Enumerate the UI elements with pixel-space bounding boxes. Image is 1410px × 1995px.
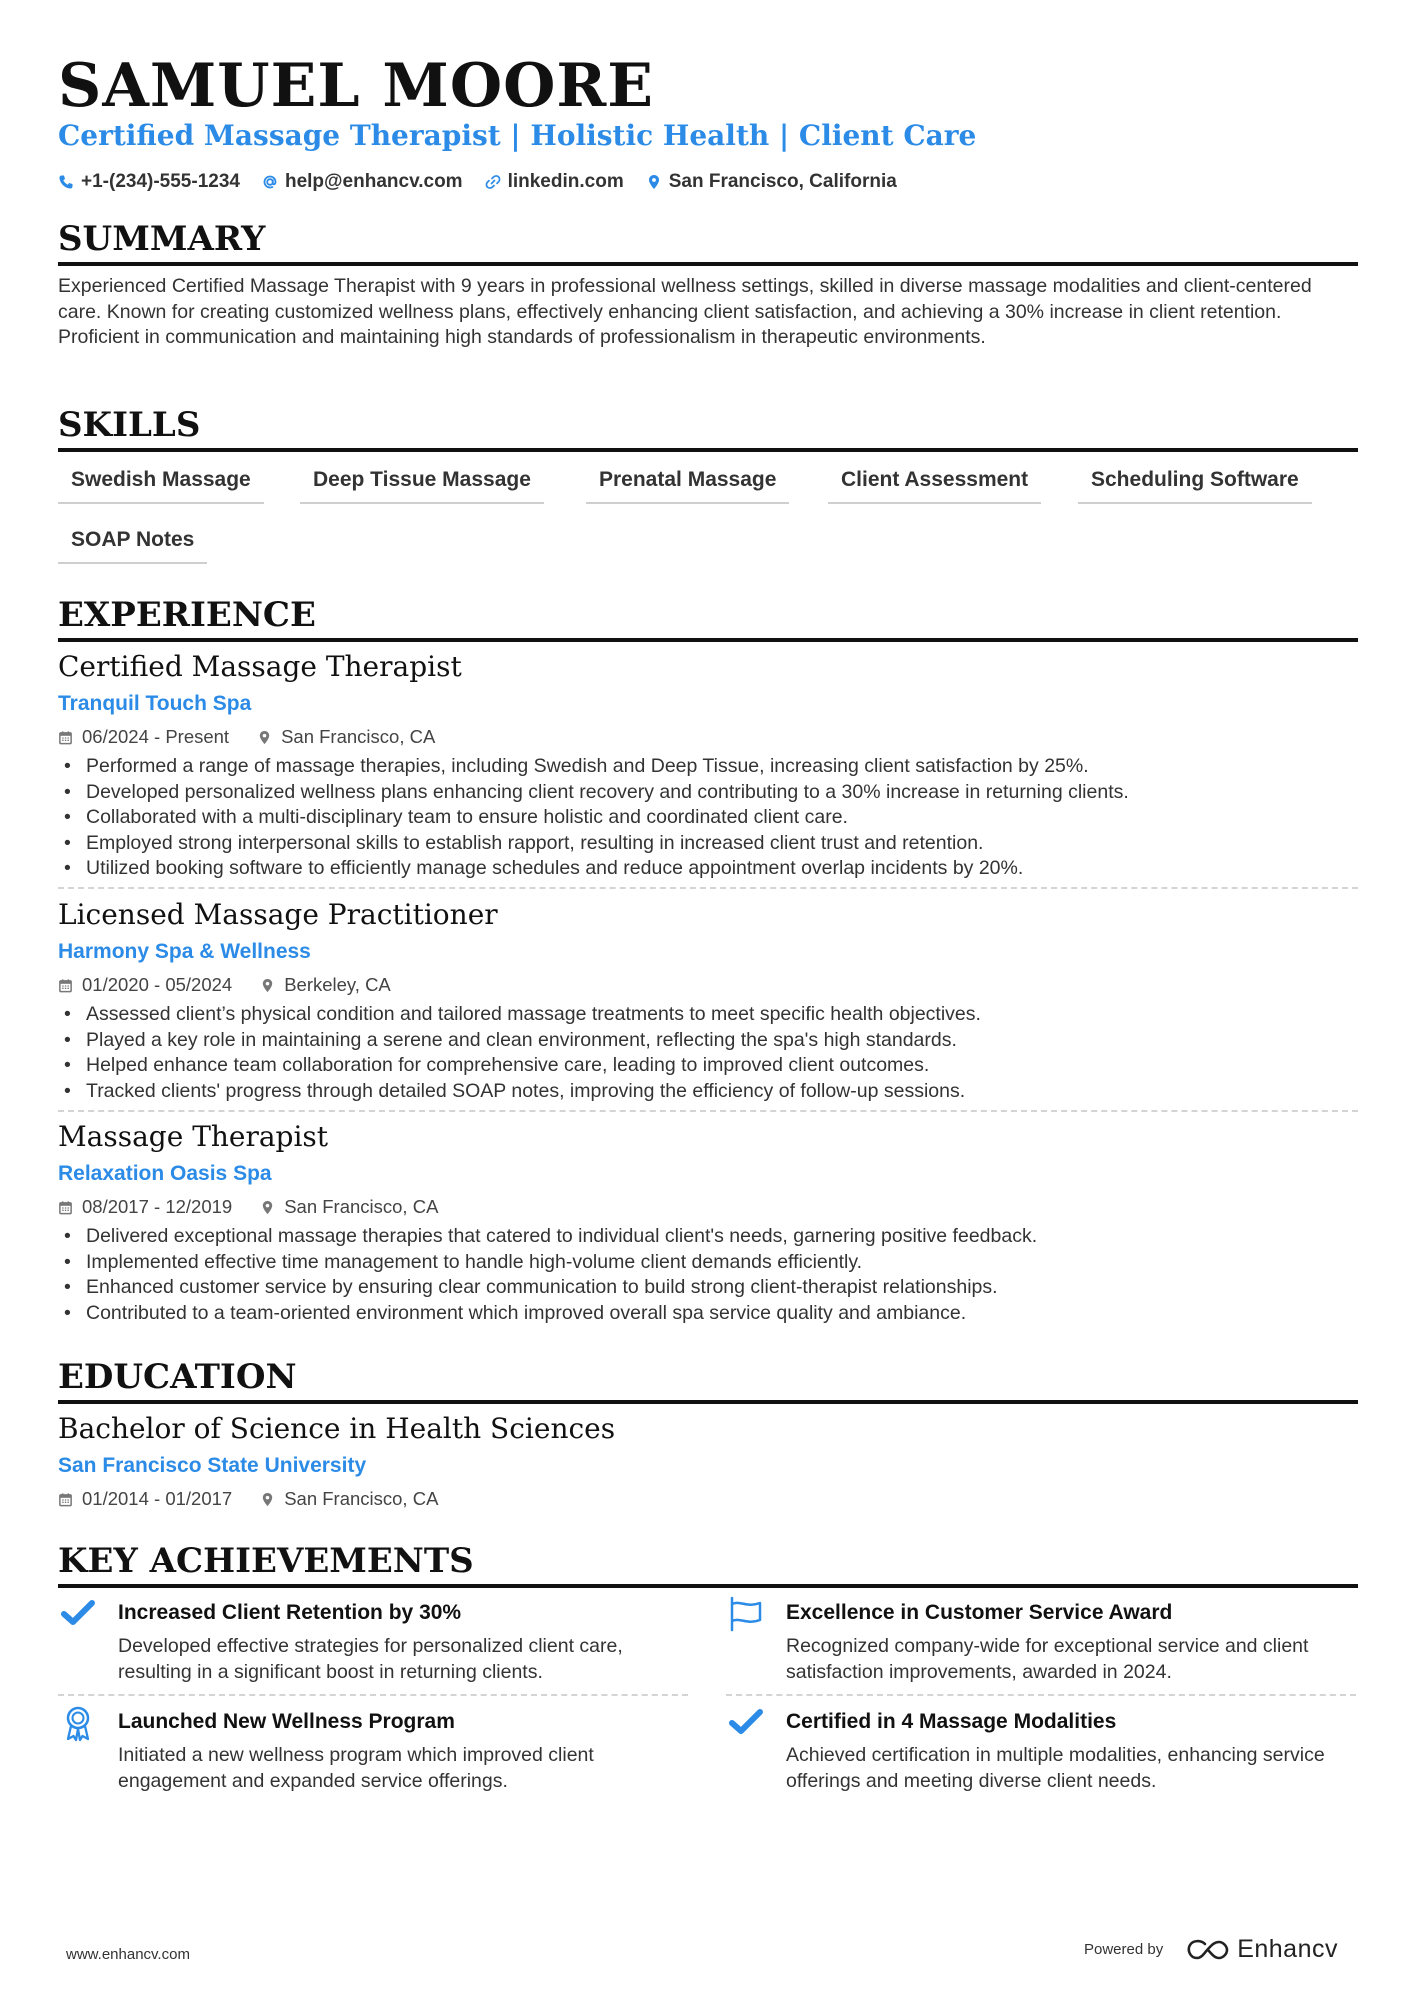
achievement-desc: Recognized company-wide for exceptional service and client satisfaction improvements, awarded in 2024. — [786, 1635, 1309, 1683]
summary-section-title: SUMMARY — [58, 218, 1358, 266]
job-location-text: San Francisco, CA — [281, 726, 436, 747]
job-dates-text: 06/2024 - Present — [82, 726, 230, 747]
at-icon — [262, 174, 278, 190]
achievement-title: Certified in 4 Massage Modalities — [786, 1710, 1117, 1733]
enhancv-logo-icon — [1185, 1938, 1231, 1962]
education-section-title: EDUCATION — [58, 1356, 1358, 1404]
location-pin-icon — [260, 1492, 275, 1507]
contact-bar — [58, 170, 897, 194]
job-divider — [58, 1110, 1358, 1112]
job-meta — [58, 973, 391, 997]
checkmark-icon — [58, 1594, 98, 1634]
achievement-title: Increased Client Retention by 30% — [118, 1601, 462, 1624]
education-dates — [58, 1487, 232, 1511]
skill-tag: SOAP Notes — [58, 526, 207, 564]
contact-phone[interactable] — [58, 170, 240, 194]
location-pin-icon — [260, 978, 275, 993]
job-bullet: • Helped enhance team collaboration for comprehensive care, leading to improved client outcomes. — [58, 1053, 1358, 1079]
skill-tag: Prenatal Massage — [586, 466, 789, 504]
job-meta — [58, 725, 435, 749]
job-title: Certified Massage Therapist — [58, 650, 462, 683]
contact-email-text: help@enhancv.com — [284, 171, 463, 192]
brand-name: Enhancv — [1237, 1935, 1338, 1963]
phone-icon — [58, 174, 74, 190]
contact-linkedin[interactable] — [485, 170, 624, 194]
job-bullet: • Utilized booking software to efficiently manage schedules and reduce appointment overlap incidents by 20%. — [58, 856, 1358, 882]
job-title: Licensed Massage Practitioner — [58, 898, 498, 931]
degree-title: Bachelor of Science in Health Sciences — [58, 1412, 616, 1445]
job-dates-text: 08/2017 - 12/2019 — [82, 1196, 233, 1217]
resume-page — [58, 0, 1358, 1995]
location-pin-icon — [257, 730, 272, 745]
job-bullet: • Employed strong interpersonal skills to establish rapport, resulting in increased client trust and retention. — [58, 831, 1358, 857]
contact-location-text: San Francisco, California — [668, 171, 897, 192]
flag-icon — [726, 1594, 766, 1634]
skill-tag: Swedish Massage — [58, 466, 264, 504]
job-dates-text: 01/2020 - 05/2024 — [82, 974, 233, 995]
job-bullet: • Contributed to a team-oriented environment which improved overall spa service quality and ambiance. — [58, 1301, 1358, 1327]
education-dates-text: 01/2014 - 01/2017 — [82, 1488, 233, 1509]
school-name: San Francisco State University — [58, 1454, 367, 1477]
job-bullet: • Played a key role in maintaining a serene and clean environment, reflecting the spa's high standards. — [58, 1028, 1358, 1054]
contact-email[interactable] — [262, 170, 463, 194]
calendar-icon — [58, 730, 73, 745]
job-bullet: • Delivered exceptional massage therapies that catered to individual client's needs, garnering positive feedback. — [58, 1224, 1358, 1250]
job-bullets — [58, 1002, 1358, 1104]
achievements-section-title: KEY ACHIEVEMENTS — [58, 1540, 1358, 1588]
calendar-icon — [58, 978, 73, 993]
footer-branding — [1084, 1935, 1338, 1964]
job-bullets — [58, 1224, 1358, 1326]
calendar-icon — [58, 1492, 73, 1507]
job-bullet: • Implemented effective time management to handle high-volume client demands efficiently. — [58, 1250, 1358, 1276]
candidate-name: SAMUEL MOORE — [58, 51, 654, 121]
achievement-desc: Developed effective strategies for personalized client care, resulting in a significant boost in returning clients. — [118, 1635, 623, 1683]
brand-logo[interactable] — [1185, 1935, 1338, 1964]
location-pin-icon — [260, 1200, 275, 1215]
job-bullets — [58, 754, 1358, 882]
job-meta — [58, 1195, 438, 1219]
skill-tag: Deep Tissue Massage — [300, 466, 544, 504]
summary-text: Experienced Certified Massage Therapist with 9 years in professional wellness settings, skilled in diverse massage modalities and client-centered care. Known for creating customized wellness plans, effectively enhancing client satisfaction, and achieving a 30% increase in client retention. Proficient in communication and maintaining high standards of professionalism in therapeutic environments. — [58, 275, 1312, 348]
job-bullet: • Collaborated with a multi-disciplinary team to ensure holistic and coordinated client care. — [58, 805, 1358, 831]
powered-by-label: Powered by — [1083, 1941, 1164, 1958]
skill-tag: Scheduling Software — [1078, 466, 1312, 504]
location-pin-icon — [646, 174, 662, 190]
candidate-tagline: Certified Massage Therapist | Holistic Health | Client Care — [58, 119, 977, 152]
job-bullet: • Developed personalized wellness plans enhancing client recovery and contributing to a 30% increase in returning clients. — [58, 780, 1358, 806]
education-meta — [58, 1487, 438, 1511]
job-bullet: • Assessed client’s physical condition and tailored massage treatments to meet specific health objectives. — [58, 1002, 1358, 1028]
job-location — [257, 725, 435, 749]
company-name: Tranquil Touch Spa — [58, 692, 252, 715]
company-name: Relaxation Oasis Spa — [58, 1162, 272, 1185]
job-dates — [58, 1195, 232, 1219]
link-icon — [485, 174, 501, 190]
achievement-divider — [58, 1694, 688, 1696]
contact-phone-text: +1-(234)-555-1234 — [81, 171, 240, 192]
education-location — [260, 1487, 438, 1511]
skills-section-title: SKILLS — [58, 404, 1358, 452]
job-location-text: Berkeley, CA — [284, 974, 391, 995]
job-location — [260, 1195, 438, 1219]
contact-location — [646, 170, 897, 194]
achievement-divider — [726, 1694, 1356, 1696]
job-location-text: San Francisco, CA — [284, 1196, 439, 1217]
achievement-desc: Initiated a new wellness program which improved client engagement and expanded service offerings. — [118, 1744, 594, 1792]
experience-section-title: EXPERIENCE — [58, 594, 1358, 642]
calendar-icon — [58, 1200, 73, 1215]
achievement-desc: Achieved certification in multiple modalities, enhancing service offerings and meeting diverse client needs. — [786, 1744, 1325, 1792]
job-bullet: • Enhanced customer service by ensuring clear communication to build strong client-therapist relationships. — [58, 1275, 1358, 1301]
contact-linkedin-text: linkedin.com — [507, 171, 624, 192]
job-location — [260, 973, 391, 997]
job-bullet: • Performed a range of massage therapies, including Swedish and Deep Tissue, increasing client satisfaction by 25%. — [58, 754, 1358, 780]
job-dates — [58, 725, 229, 749]
footer-website[interactable]: www.enhancv.com — [66, 1946, 190, 1963]
job-divider — [58, 887, 1358, 889]
award-ribbon-icon — [58, 1703, 98, 1743]
skill-tag: Client Assessment — [828, 466, 1041, 504]
achievement-title: Launched New Wellness Program — [118, 1710, 455, 1733]
education-location-text: San Francisco, CA — [284, 1488, 439, 1509]
job-bullet: • Tracked clients' progress through detailed SOAP notes, improving the efficiency of follow-up sessions. — [58, 1079, 1358, 1105]
company-name: Harmony Spa & Wellness — [58, 940, 311, 963]
checkmark-icon — [726, 1703, 766, 1743]
achievement-title: Excellence in Customer Service Award — [786, 1601, 1173, 1624]
job-dates — [58, 973, 232, 997]
job-title: Massage Therapist — [58, 1120, 329, 1153]
